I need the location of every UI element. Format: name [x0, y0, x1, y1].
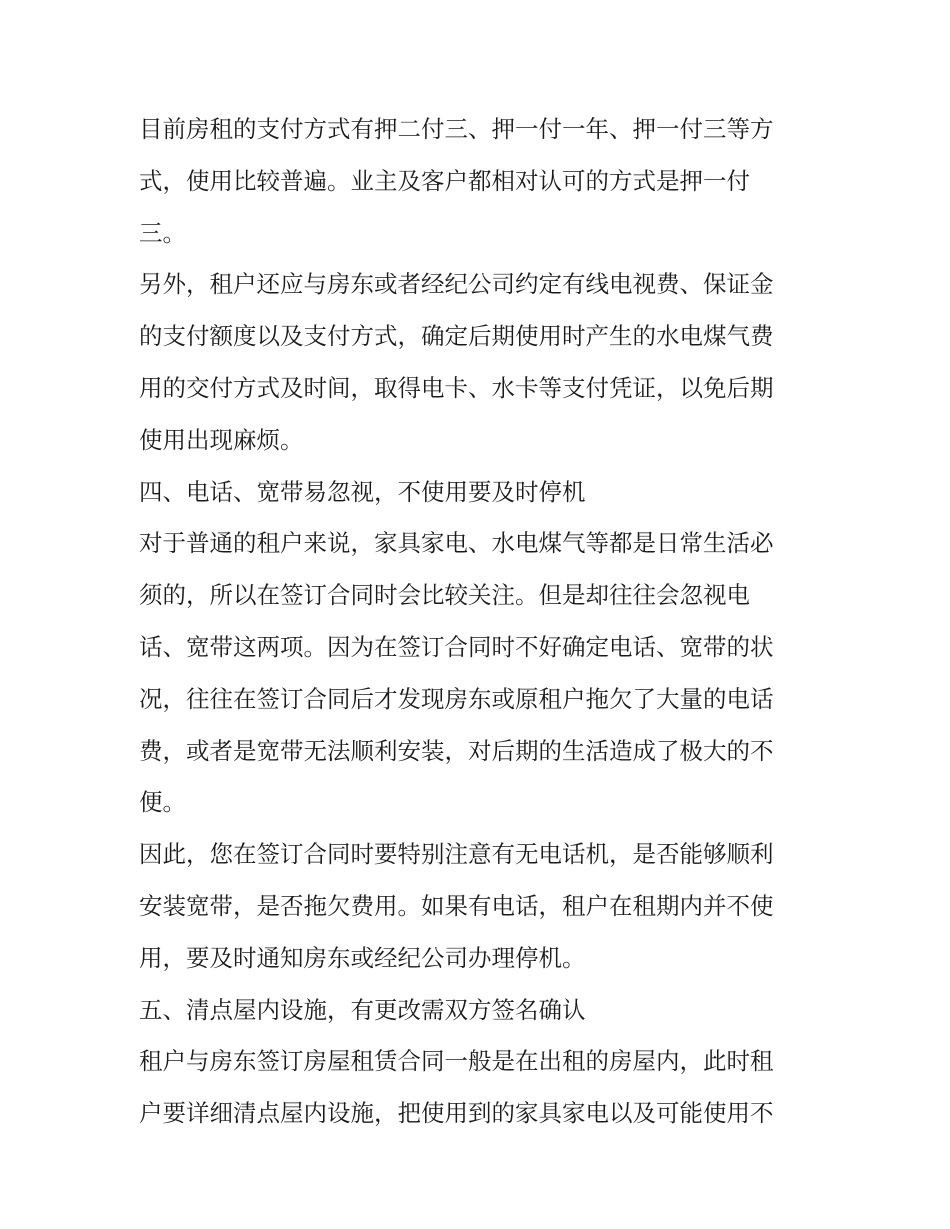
section-heading: 五、清点屋内设施，有更改需双方签名确认 [139, 995, 586, 1024]
text-line: 须的，所以在签订合同时会比较关注。但是却往往会忽视电 [139, 581, 750, 610]
document-body [139, 104, 819, 1140]
text-line: 对于普通的租户来说，家具家电、水电煤气等都是日常生活必 [139, 529, 774, 558]
section-heading: 四、电话、宽带易忽视，不使用要及时停机 [139, 477, 586, 506]
text-line: 另外，租户还应与房东或者经纪公司约定有线电视费、保证金 [139, 270, 774, 299]
text-line: 便。 [139, 788, 186, 817]
text-line: 户要详细清点屋内设施，把使用到的家具家电以及可能使用不 [139, 1099, 774, 1128]
text-line: 费，或者是宽带无法顺利安装，对后期的生活造成了极大的不 [139, 736, 774, 765]
text-line: 目前房租的支付方式有押二付三、押一付一年、押一付三等方 [139, 115, 774, 143]
text-line: 使用出现麻烦。 [139, 425, 304, 454]
text-line: 用，要及时通知房东或经纪公司办理停机。 [139, 943, 586, 972]
text-line: 租户与房东签订房屋租赁合同一般是在出租的房屋内，此时租 [139, 1047, 774, 1076]
text-line: 式，使用比较普遍。业主及客户都相对认可的方式是押一付 [139, 166, 750, 195]
text-line: 话、宽带这两项。因为在签订合同时不好确定电话、宽带的状 [139, 632, 774, 661]
text-line: 因此，您在签订合同时要特别注意有无电话机，是否能够顺利 [139, 840, 774, 869]
text-line: 三。 [139, 218, 186, 247]
text-line: 况，往往在签订合同后才发现房东或原租户拖欠了大量的电话 [139, 684, 774, 713]
text-line: 用的交付方式及时间，取得电卡、水卡等支付凭证，以免后期 [139, 373, 774, 402]
text-line: 的支付额度以及支付方式，确定后期使用时产生的水电煤气费 [139, 322, 774, 351]
text-line: 安装宽带，是否拖欠费用。如果有电话，租户在租期内并不使 [139, 891, 774, 920]
